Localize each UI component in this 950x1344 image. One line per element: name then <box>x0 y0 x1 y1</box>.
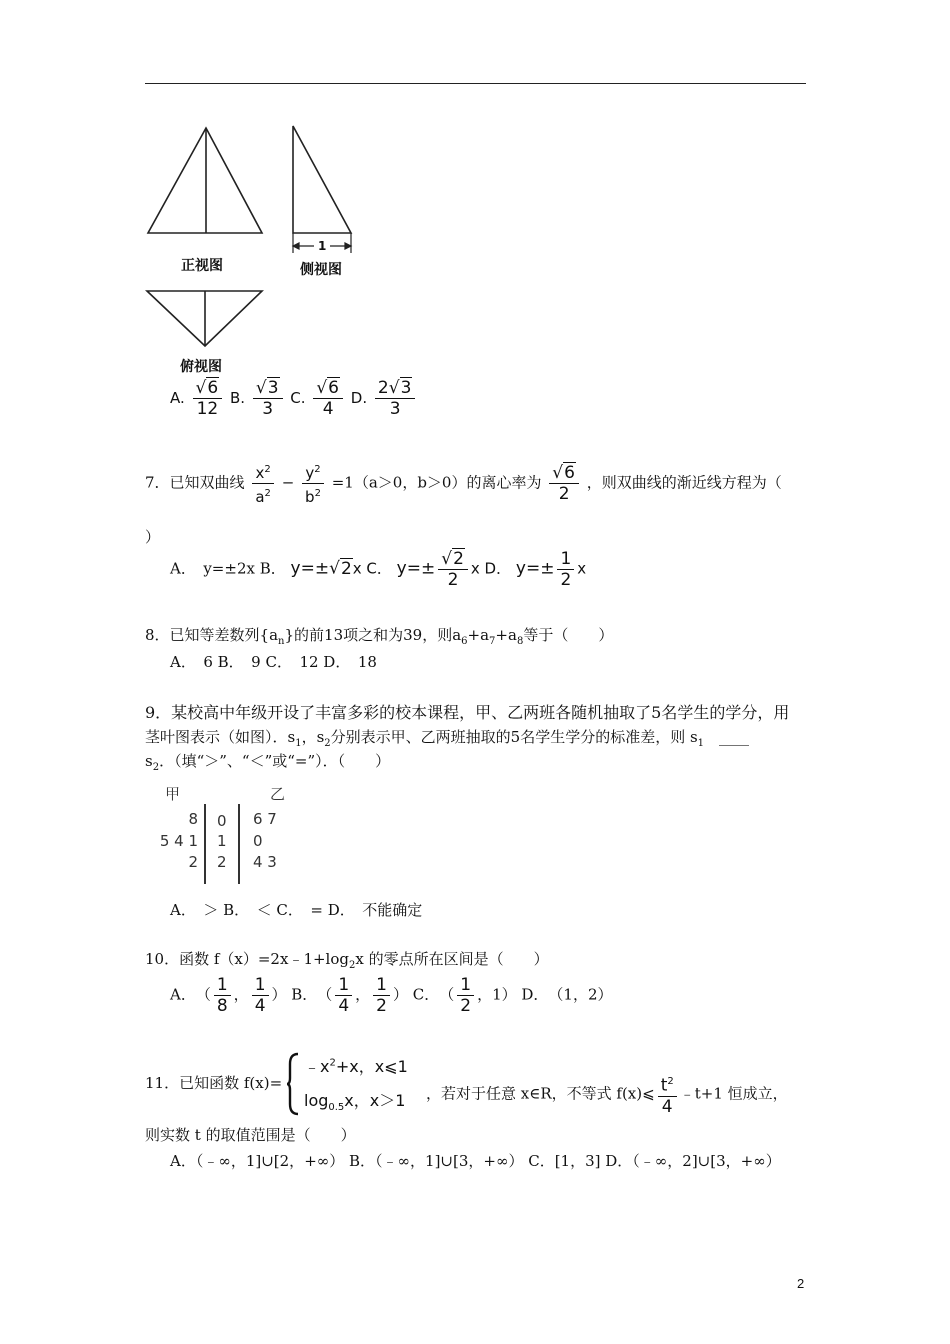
q10-options: A． （ $\frac{1}{8}$ ， $\frac{1}{4}$ ） B． （ $\frac{1}{4}$ ， $\frac{1}{2}$ ） C． （ $\frac{1}{2}$ ，1） D． （1，2） <box>170 975 613 1016</box>
q11-prefix: 11．已知函数 f(x)= <box>145 1074 283 1092</box>
q8-options: A． 6 B． 9 C． 12 D． 18 <box>170 653 377 671</box>
page-number: 2 <box>797 1276 805 1291</box>
option-d-label: D. <box>350 389 368 407</box>
q10-a-frac-2: $\frac{1}{4}$ <box>252 975 269 1016</box>
front-view-label: 正视图 <box>181 258 223 274</box>
question-10: 10．函数 $f(x)=2x﹣1+\log_2x$ 的零点所在区间是（ ） <box>145 950 549 971</box>
q7-options <box>170 549 586 590</box>
stem-right-header: 乙 <box>270 785 286 803</box>
q7-option-c-pre: y=± <box>396 558 436 579</box>
q10-a-frac-1: $\frac{1}{8}$ <box>214 975 231 1016</box>
leaf-left-row-0: 8 <box>188 810 198 828</box>
q11-options: A．（﹣∞，1]∪[2，+∞） B．（﹣∞，1]∪[3，+∞） C．[1，3] D．（﹣∞，2]∪[3，+∞） <box>170 1152 781 1170</box>
leaf-right-row-2: 4 3 <box>253 853 277 871</box>
question-8: 8．已知等差数列$\{a_n\}$的前13项之和为39，则$a_6+a_7+a_8$等于（ ） <box>145 626 614 647</box>
q7-option-a: A． y=±2x B． <box>170 559 286 578</box>
q7-fraction-x: $\frac{x^2}{a^2}$ <box>252 460 274 507</box>
side-dim-label: 1 <box>318 239 327 253</box>
q9-options: A． ＞ B． ＜ C． = D． 不能确定 <box>170 901 423 919</box>
q7-prefix: 7．已知双曲线 <box>145 473 245 492</box>
leaf-left-row-2: 2 <box>188 853 198 871</box>
q7-option-c-fraction: $\frac{√2}{2}$ <box>438 549 468 590</box>
leaf-left-row-1: 5 4 1 <box>159 832 198 850</box>
option-b-label: B. <box>230 389 246 407</box>
option-c-label: C. <box>290 389 306 407</box>
q7-close: ） <box>145 528 161 546</box>
stem-row-0: 0 <box>217 812 227 830</box>
q10-b-frac-1: $\frac{1}{4}$ <box>335 975 352 1016</box>
q7-option-d-pre: y=± <box>515 558 555 579</box>
q11-line-2: 则实数 t 的取值范围是（ ） <box>145 1126 356 1144</box>
q7-suffix: ，则双曲线的渐近线方程为（ <box>586 473 782 492</box>
q9-line-2: 茎叶图表示（如图）．$s_1$，$s_2$分别表示甲、乙两班抽取的5名学生学分的标准差，则 $s_1$ ____ <box>145 728 750 749</box>
q10-b-frac-2: $\frac{1}{2}$ <box>373 975 390 1016</box>
q7-option-d-post: x <box>577 559 587 578</box>
q7-minus: − <box>281 473 295 492</box>
q6-options <box>170 378 418 419</box>
stem-row-1: 1 <box>217 832 227 850</box>
option-a-fraction: $\frac{√6}{12}$ <box>193 378 223 419</box>
q7-option-b-root: √2 <box>329 558 352 579</box>
option-b-fraction: $\frac{√3}{3}$ <box>253 378 283 419</box>
q11-fraction: $\frac{t^2}{4}$ <box>658 1072 677 1117</box>
q11-middle: ，若对于任意 x∈R，不等式 f(x)⩽ $\frac{t^2}{4}$ ﹣t+1 恒成立， <box>426 1072 788 1117</box>
q10-c-frac-1: $\frac{1}{2}$ <box>457 975 474 1016</box>
three-view-figure <box>140 120 370 380</box>
q7-option-b-post: x C． <box>352 559 392 578</box>
q7-fraction-y: $\frac{y^2}{b^2}$ <box>302 460 324 507</box>
q7-condition: =1（a＞0，b＞0）的离心率为 <box>331 473 542 492</box>
stem-divider-right <box>238 804 240 884</box>
q9-line-1: 9．某校高中年级开设了丰富多彩的校本课程，甲、乙两班各随机抽取了5名学生的学分，用 <box>145 703 790 722</box>
leaf-right-row-1: 0 <box>253 832 263 850</box>
q11-case-1: $﹣x^2+x$，x⩽1 <box>304 1057 408 1076</box>
front-view-triangle <box>148 128 262 233</box>
top-view-triangle <box>147 291 262 346</box>
q11-brace <box>286 1052 300 1116</box>
stem-divider-left <box>204 804 206 884</box>
q9-line-3: $s_2$．（填“＞”、“＜”或“=”）．（ ） <box>145 752 391 773</box>
side-view-label: 侧视图 <box>300 262 342 278</box>
side-view-triangle <box>293 126 351 233</box>
q7-eccentricity: $\frac{√6}{2}$ <box>549 463 579 504</box>
top-view-label: 俯视图 <box>180 359 222 375</box>
question-7 <box>145 460 782 507</box>
stem-left-header: 甲 <box>165 785 181 803</box>
option-d-fraction: $\frac{2√3}{3}$ <box>375 378 416 419</box>
header-rule <box>145 83 806 84</box>
leaf-right-row-0: 6 7 <box>253 810 277 828</box>
option-a-label: A. <box>170 389 185 407</box>
q7-option-d-fraction: $\frac{1}{2}$ <box>557 549 574 590</box>
q7-option-b-pre: y=± <box>290 558 330 579</box>
stem-row-2: 2 <box>217 853 227 871</box>
q7-option-c-post: x D． <box>470 559 512 578</box>
option-c-fraction: $\frac{√6}{4}$ <box>313 378 343 419</box>
q11-case-2: $\log_{0.5}x$，x＞1 <box>304 1091 406 1114</box>
